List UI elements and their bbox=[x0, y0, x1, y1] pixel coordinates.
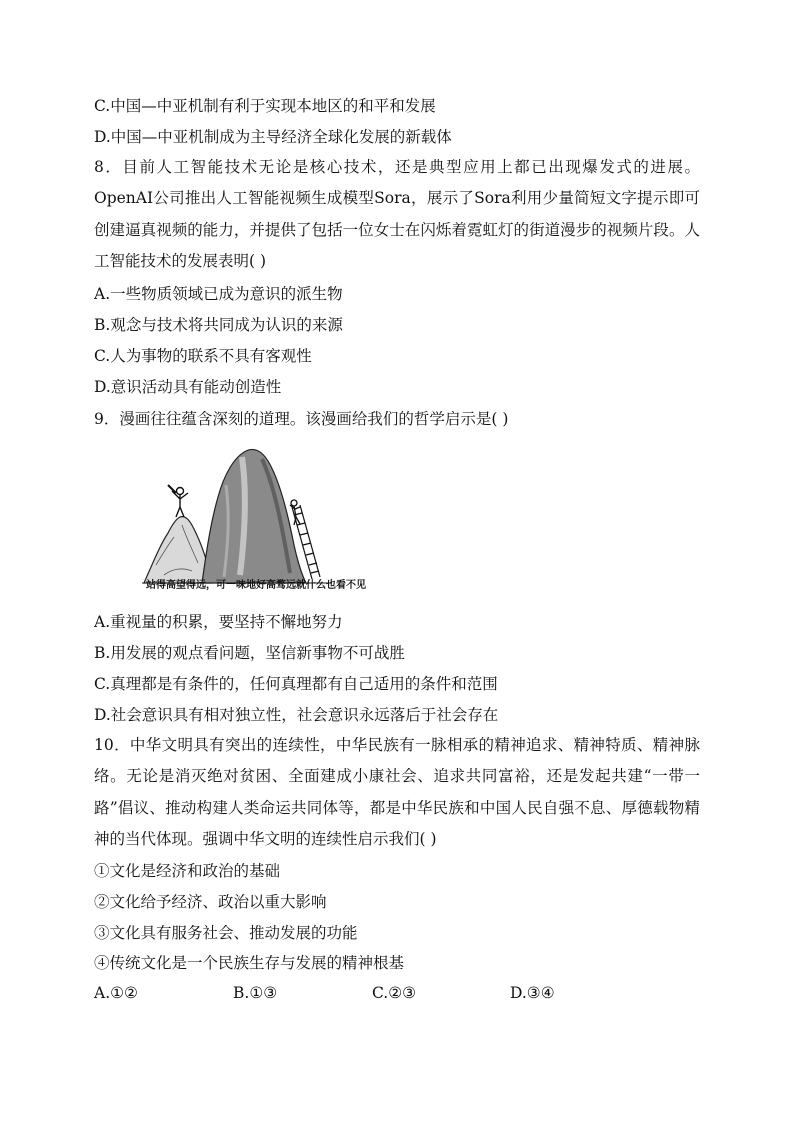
q9-option-a: A.重视量的积累，要坚持不懈地努力 bbox=[94, 613, 343, 631]
q10-option-c: C.②③ bbox=[372, 984, 417, 1002]
mountain-cartoon-image bbox=[142, 445, 368, 595]
man-on-ladder bbox=[290, 500, 300, 525]
q10-stem: 10．中华文明具有突出的连续性，中华民族有一脉相承的精神追求、精神特质、精神脉络。无论是消灭绝对贫困、全面建成小康社会、追求共同富裕，还是发起共建“一带一路”倡议、推动构建人类命运共同体等，都是中华民族和中国人民自强不息、厚德载物精神的当代体现。强调中华文明的连续性启示我们( ) bbox=[94, 736, 700, 849]
tall-mountain bbox=[202, 449, 306, 583]
q8-option-b: B.观念与技术将共同成为认识的来源 bbox=[94, 316, 343, 334]
small-hill bbox=[144, 517, 212, 583]
q8-stem: 8．目前人工智能技术无论是核心技术，还是典型应用上都已出现爆发式的进展。OpenAI公司推出人工智能视频生成模型Sora，展示了Sora利用少量简短文字提示即可创建逼真视频的能力，并提供了包括一位女士在闪烁着霓虹灯的街道漫步的视频片段。人工智能技术的发展表明( ) bbox=[94, 158, 700, 271]
q9-stem: 9．漫画往往蕴含深刻的道理。该漫画给我们的哲学启示是( ) bbox=[94, 410, 509, 428]
q8-option-c: C.人为事物的联系不具有客观性 bbox=[94, 347, 312, 365]
q8-option-a: A.一些物质领域已成为意识的派生物 bbox=[94, 285, 343, 303]
q10-item-1: ①文化是经济和政治的基础 bbox=[94, 862, 281, 880]
q10-option-b: B.①③ bbox=[233, 984, 278, 1002]
q10-option-a: A.①② bbox=[94, 984, 138, 1002]
q10-item-2: ②文化给予经济、政治以重大影响 bbox=[94, 893, 327, 911]
man-on-hill bbox=[168, 485, 188, 517]
cartoon-caption: 站得高望得远，可一味地好高骛远就什么也看不见 bbox=[146, 580, 366, 591]
q9-option-b: B.用发展的观点看问题，坚信新事物不可战胜 bbox=[94, 644, 405, 662]
q8-option-d: D.意识活动具有能动创造性 bbox=[94, 378, 282, 396]
q10-option-d: D.③④ bbox=[510, 984, 555, 1002]
q7-option-c: C.中国—中亚机制有利于实现本地区的和平和发展 bbox=[94, 97, 436, 115]
q10-item-4: ④传统文化是一个民族生存与发展的精神根基 bbox=[94, 954, 405, 972]
q10-item-3: ③文化具有服务社会、推动发展的功能 bbox=[94, 924, 358, 942]
q9-option-d: D.社会意识具有相对独立性，社会意识永远落后于社会存在 bbox=[94, 706, 499, 724]
q9-option-c: C.真理都是有条件的，任何真理都有自己适用的条件和范围 bbox=[94, 675, 498, 693]
q7-option-d: D.中国—中亚机制成为主导经济全球化发展的新载体 bbox=[94, 128, 452, 146]
